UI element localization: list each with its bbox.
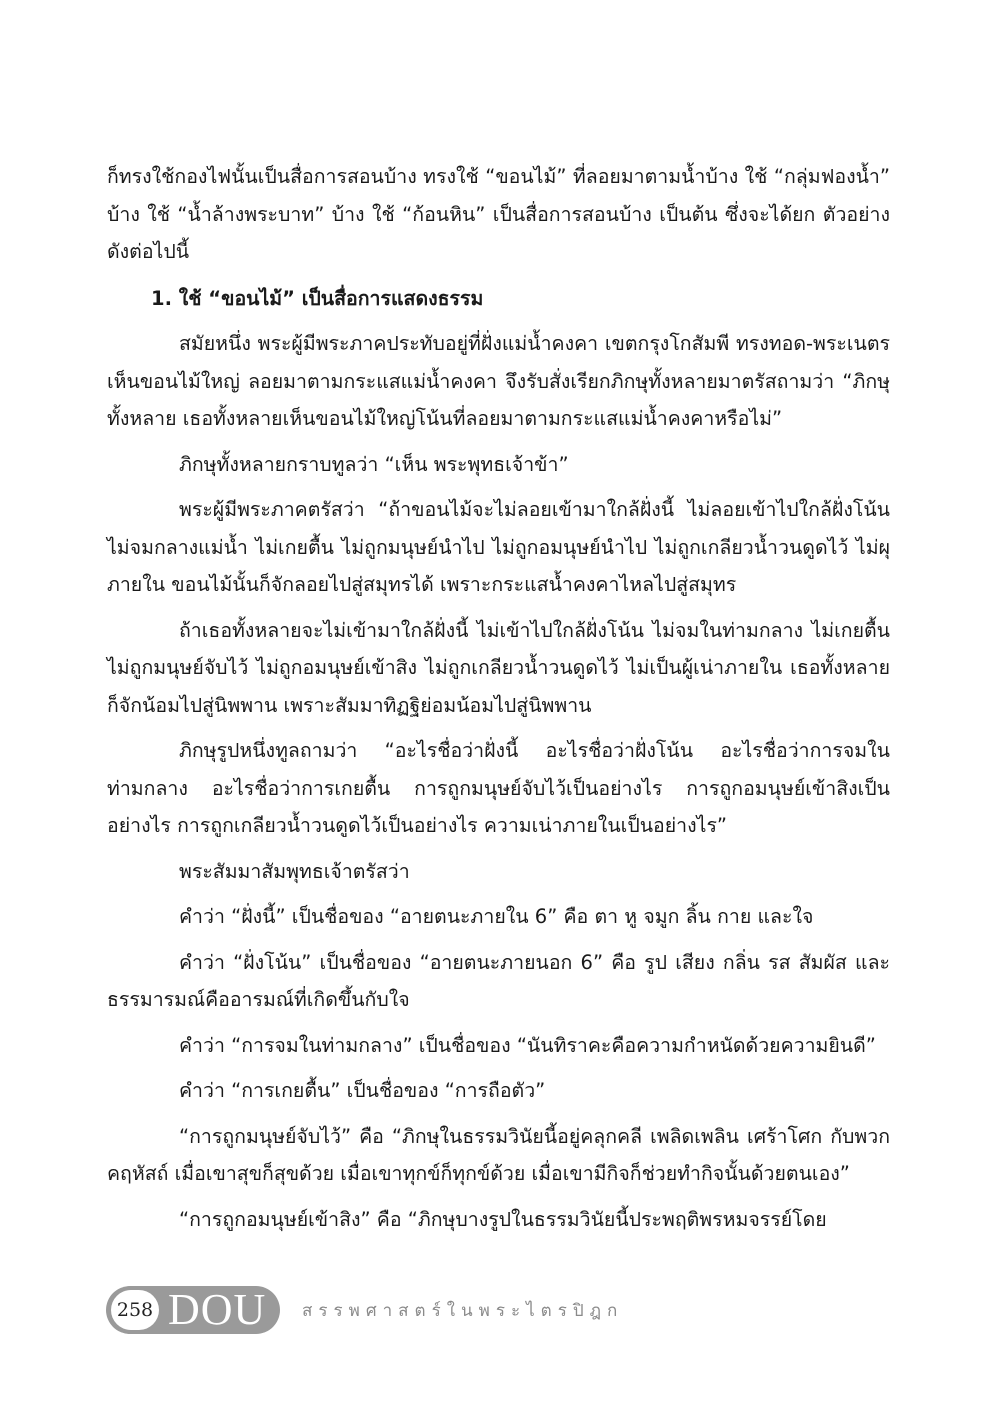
dou-logo: DOU <box>168 1285 267 1334</box>
page-body <box>107 158 890 1238</box>
paragraph-intro: ก็ทรงใช้กองไฟนั้นเป็นสื่อการสอนบ้าง ทรงใช้ “ขอนไม้” ที่ลอยมาตามน้ำบ้าง ใช้ “กลุ่มฟองน้ำ” บ้าง ใช้ “น้ำล้างพระบาท” บ้าง ใช้ “ก้อนหิน” เป็นสื่อการสอนบ้าง เป็นต้น ซึ่งจะได้ยก ตัวอย่างดังต่อไปนี้ <box>107 165 890 263</box>
paragraph-monks-reply: ภิกษุทั้งหลายกราบทูลว่า “เห็น พระพุทธเจ้าข้า” <box>179 452 569 476</box>
paragraph-sinking: คำว่า “การจมในท่ามกลาง” เป็นชื่อของ “นันทิราคะคือความกำหนัดด้วยความยินดี” <box>179 1033 876 1057</box>
running-title: สรรพศาสตร์ในพระไตรปิฎก <box>302 1300 624 1321</box>
paragraph-this-shore: คำว่า “ฝั่งนี้” เป็นชื่อของ “อายตนะภายใน 6” คือ ตา หู จมูก ลิ้น กาย และใจ <box>179 905 814 928</box>
paragraph-nonhuman-seized: “การถูกอมนุษย์เข้าสิง” คือ “ภิกษุบางรูปในธรรมวินัยนี้ประพฤติพรหมจรรย์โดย <box>179 1207 827 1231</box>
paragraph-buddha-speech: พระผู้มีพระภาคตรัสว่า “ถ้าขอนไม้จะไม่ลอยเข้ามาใกล้ฝั่งนี้ ไม่ลอยเข้าไปใกล้ฝั่งโน้น ไม่จมกลางแม่น้ำ ไม่เกยตื้น ไม่ถูกมนุษย์นำไป ไม่ถูกอมนุษย์นำไป ไม่ถูกเกลียวน้ำวนดูดไว้ ไม่ผุภายใน ขอนไม้นั้นก็จักลอยไปสู่สมุทรได้ เพราะกระแสน้ำคงคาไหลไปสู่สมุทร <box>107 498 890 596</box>
paragraph-human-seized: “การถูกมนุษย์จับไว้” คือ “ภิกษุในธรรมวินัยนี้อยู่คลุกคลี เพลิดเพลิน เศร้าโศก กับพวกคฤหัสถ์ เมื่อเขาสุขก็สุขด้วย เมื่อเขาทุกข์ก็ทุกข์ด้วย เมื่อเขามีกิจก็ช่วยทำกิจนั้นด้วยตนเอง” <box>107 1124 890 1185</box>
paragraph-buddha-answer: พระสัมมาสัมพุทธเจ้าตรัสว่า <box>179 859 410 883</box>
page-number: 258 <box>111 1290 159 1330</box>
section-heading: 1. ใช้ “ขอนไม้” เป็นสื่อการแสดงธรรม <box>151 286 484 310</box>
paragraph-story: สมัยหนึ่ง พระผู้มีพระภาคประทับอยู่ที่ฝั่งแม่น้ำคงคา เขตกรุงโกสัมพี ทรงทอด-พระเนตรเห็นขอนไม้ใหญ่ ลอยมาตามกระแสแม่น้ำคงคา จึงรับสั่งเรียกภิกษุทั้งหลายมาตรัสถามว่า “ภิกษุทั้งหลาย เธอทั้งหลายเห็นขอนไม้ใหญ่โน้นที่ลอยมาตามกระแสแม่น้ำคงคาหรือไม่” <box>107 332 890 430</box>
paragraph-far-shore: คำว่า “ฝั่งโน้น” เป็นชื่อของ “อายตนะภายนอก 6” คือ รูป เสียง กลิ่น รส สัมผัส และธรรมารมณ์คืออารมณ์ที่เกิดขึ้นกับใจ <box>107 950 890 1011</box>
page-footer <box>106 1286 623 1334</box>
paragraph-nibbana: ถ้าเธอทั้งหลายจะไม่เข้ามาใกล้ฝั่งนี้ ไม่เข้าไปใกล้ฝั่งโน้น ไม่จมในท่ามกลาง ไม่เกยตื้น ไม่ถูกมนุษย์จับไว้ ไม่ถูกอมนุษย์เข้าสิง ไม่ถูกเกลียวน้ำวนดูดไว้ ไม่เป็นผู้เน่าภายใน เธอทั้งหลายก็จักน้อมไปสู่นิพพาน เพราะสัมมาทิฏฐิย่อมน้อมไปสู่นิพพาน <box>107 618 890 717</box>
paragraph-monk-question: ภิกษุรูปหนึ่งทูลถามว่า “อะไรชื่อว่าฝั่งนี้ อะไรชื่อว่าฝั่งโน้น อะไรชื่อว่าการจมในท่ามกลาง อะไรชื่อว่าการเกยตื้น การถูกมนุษย์จับไว้เป็นอย่างไร การถูกอมนุษย์เข้าสิงเป็นอย่างไร การถูกเกลียวน้ำวนดูดไว้เป็นอย่างไร ความเน่าภายในเป็นอย่างไร” <box>107 739 890 837</box>
paragraph-stranded: คำว่า “การเกยตื้น” เป็นชื่อของ “การถือตัว” <box>179 1079 546 1102</box>
dou-logo-badge <box>106 1286 280 1334</box>
